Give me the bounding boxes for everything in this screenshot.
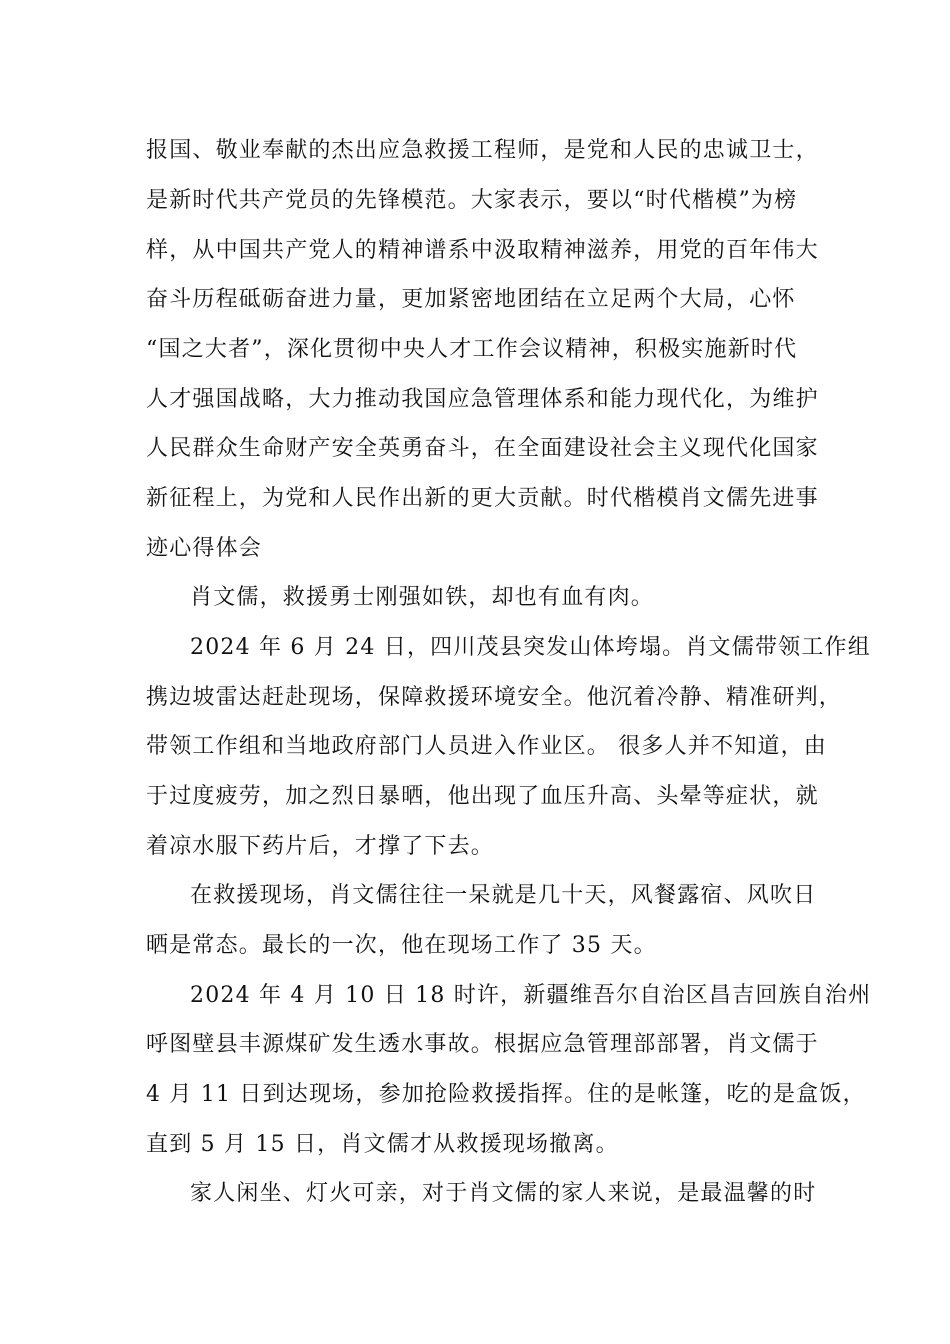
text-line: 晒是常态。最长的一次，他在现场工作了 35 天。 bbox=[146, 933, 657, 958]
text-line: 呼图壁县丰源煤矿发生透水事故。根据应急管理部部署，肖文儒于 bbox=[146, 1032, 819, 1057]
text-line: 新征程上，为党和人民作出新的更大贡献。时代楷模肖文儒先进事 bbox=[146, 486, 819, 511]
text-line: 人才强国战略，大力推动我国应急管理体系和能力现代化，为维护 bbox=[146, 387, 819, 412]
text-line: 迹心得体会 bbox=[146, 536, 263, 561]
paragraph-first-line: 2024 年 6 月 24 日，四川茂县突发山体垮塌。肖文儒带领工作组 bbox=[190, 635, 871, 660]
text-line: 奋斗历程砥砺奋进力量，更加紧密地团结在立足两个大局，心怀 bbox=[146, 287, 796, 312]
text-line: 人民群众生命财产安全英勇奋斗，在全面建设社会主义现代化国家 bbox=[146, 436, 819, 461]
text-line: 携边坡雷达赶赴现场，保障救援环境安全。他沉着冷静、精准研判， bbox=[146, 685, 843, 710]
paragraph-first-line: 2024 年 4 月 10 日 18 时许，新疆维吾尔自治区昌吉回族自治州 bbox=[190, 983, 872, 1008]
text-line: 着凉水服下药片后，才撑了下去。 bbox=[146, 834, 495, 859]
text-line: “国之大者”，深化贯彻中央人才工作会议精神，积极实施新时代 bbox=[146, 337, 798, 362]
text-line: 是新时代共产党员的先锋模范。大家表示，要以“时代楷模”为榜 bbox=[146, 188, 798, 213]
text-line: 报国、敬业奉献的杰出应急救援工程师，是党和人民的忠诚卫士， bbox=[146, 138, 819, 163]
text-line: 带领工作组和当地政府部门人员进入作业区。 很多人并不知道，由 bbox=[146, 734, 827, 759]
paragraph-first-line: 家人闲坐、灯火可亲，对于肖文儒的家人来说，是最温馨的时 bbox=[190, 1181, 817, 1206]
paragraph-first-line: 肖文儒，救援勇士刚强如铁，却也有血有肉。 bbox=[190, 585, 655, 610]
text-line: 样，从中国共产党人的精神谱系中汲取精神滋养，用党的百年伟大 bbox=[146, 238, 819, 263]
text-line: 4 月 11 日到达现场，参加抢险救援指挥。住的是帐篷，吃的是盒饭， bbox=[146, 1082, 866, 1107]
paragraph-first-line: 在救援现场，肖文儒往往一呆就是几十天，风餐露宿、风吹日 bbox=[190, 883, 817, 908]
text-line: 直到 5 月 15 日，肖文儒才从救援现场撤离。 bbox=[146, 1132, 619, 1157]
text-line: 于过度疲劳，加之烈日暴晒，他出现了血压升高、头晕等症状，就 bbox=[146, 784, 819, 809]
